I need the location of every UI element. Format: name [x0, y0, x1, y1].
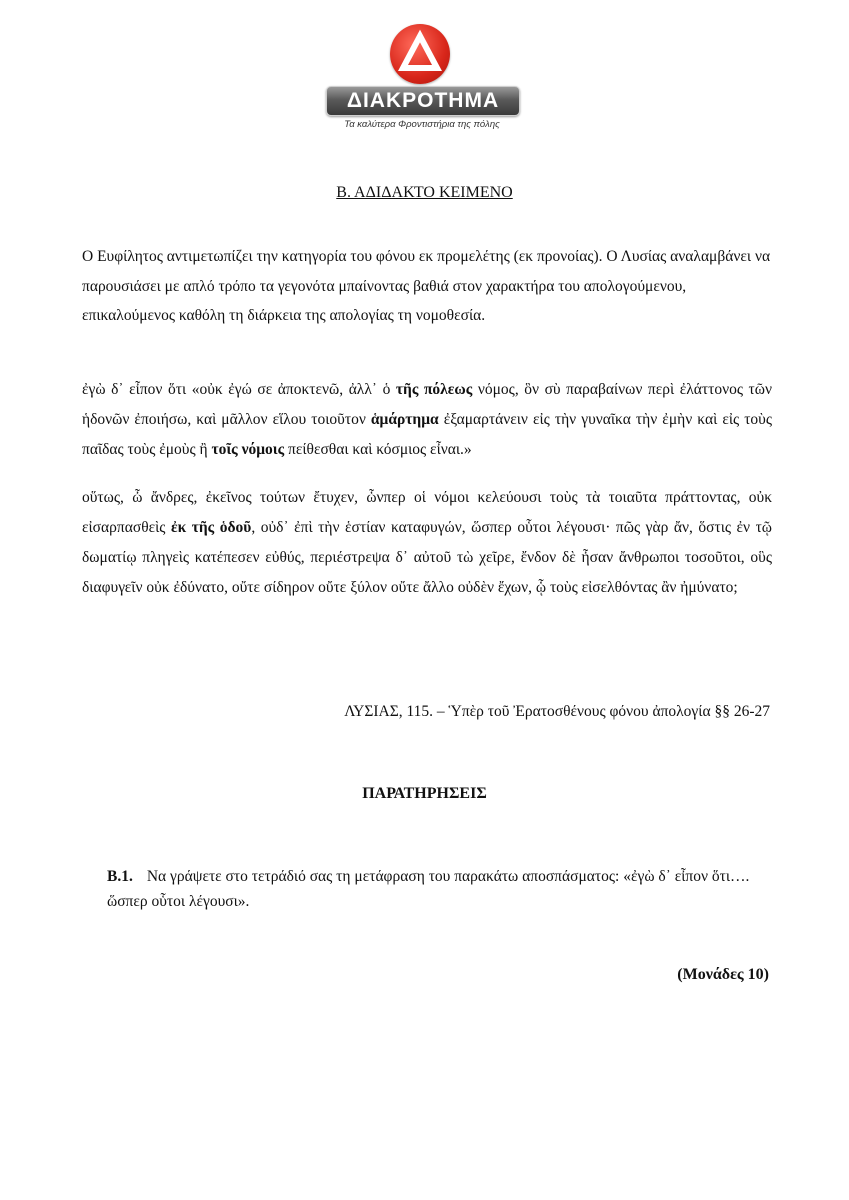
greek1-text-3: ἐξαμαρτάνειν εἰς τὴν γυναῖκα τὴν ἐμὴν καὶ εἰς τοὺς παῖδας τοὺς ἐμοὺς ἢ — [82, 411, 772, 458]
logo-tagline: Τα καλύτερα Φροντιστήρια της πόλης — [344, 119, 500, 130]
greek2-bold-1: ἐκ τῆς ὁδοῦ — [170, 519, 252, 536]
task-number: Β.1. — [107, 868, 133, 885]
intro-paragraph: Ο Ευφίλητος αντιμετωπίζει την κατηγορία του φόνου εκ προμελέτης (εκ προνοίας). Ο Λυσίας αναλαμβάνει να παρουσιάσει με απλό τρόπο τα γεγονότα μπαίνοντας βαθιά στον χαρακτήρα του απολογούμενου, επικαλούμενος καθόλη τη διάρκεια της απολογίας τη νομοθεσία. — [82, 248, 771, 324]
task-b1 — [107, 864, 757, 914]
observations-heading: ΠΑΡΑΤΗΡΗΣΕΙΣ — [362, 785, 487, 802]
logo — [322, 24, 522, 136]
greek1-text-4: πείθεσθαι καὶ κόσμιος εἶναι.» — [284, 441, 472, 458]
greek-passage-2 — [82, 483, 772, 603]
section-heading: Β. ΑΔΙΔΑΚΤΟ ΚΕΙΜΕΝΟ — [336, 184, 513, 201]
greek1-bold-3: τοῖς νόμοις — [211, 441, 285, 458]
task-text: Να γράψετε στο τετράδιό σας τη μετάφραση του παρακάτω αποσπάσματος: «ἐγὼ δ᾽ εἶπον ὅτι…. ὥσπερ οὗτοι λέγουσι». — [107, 868, 750, 910]
greek1-bold-2: ἁμάρτημα — [370, 411, 439, 428]
logo-brand: ΔΙΑΚΡΟΤΗΜΑ — [326, 86, 520, 116]
greek1-text-2: νόμος, ὃν σὺ παραβαίνων περὶ ἐλάττονος τῶν ἡδονῶν ἐποιήσω, καὶ μᾶλλον εἵλου τοιοῦτον — [82, 381, 772, 428]
marks-label: (Μονάδες 10) — [677, 966, 769, 983]
greek2-text-1: οὕτως, ὦ ἄνδρες, ἐκεῖνος τούτων ἔτυχεν, ὧνπερ οἱ νόμοι κελεύουσι τοὺς τὰ τοιαῦτα πράττοντας, οὐκ εἰσαρπασθεὶς — [82, 489, 772, 536]
source-citation: ΛΥΣΙΑΣ, 115. – Ὑπὲρ τοῦ Ἐρατοσθένους φόνου ἀπολογία §§ 26-27 — [344, 703, 770, 720]
greek2-text-2: , οὐδ᾽ ἐπὶ τὴν ἑστίαν καταφυγών, ὥσπερ οὗτοι λέγουσι· πῶς γὰρ ἄν, ὅστις ἐν τῷ δωματίῳ πληγεὶς κατέπεσεν εὐθύς, περιέστρεψα δ᾽ αὐτοῦ τὼ χεῖρε, ἔνδον δὲ ἦσαν ἄνθρωποι τοσοῦτοι, οὓς διαφυγεῖν οὐκ ἐδύνατο, οὔτε σίδηρον οὔτε ξύλον οὔτε ἄλλο οὐδὲν ἔχων, ᾧ τοὺς εἰσελθόντας ἂν ἠμύνατο; — [82, 519, 773, 596]
logo-delta-icon — [390, 24, 450, 84]
greek-passage-1 — [82, 375, 772, 465]
greek1-text-1: ἐγὼ δ᾽ εἶπον ὅτι «οὐκ ἐγώ σε ἀποκτενῶ, ἀλλ᾽ ὁ — [82, 381, 396, 398]
greek1-bold-1: τῆς πόλεως — [395, 381, 473, 398]
